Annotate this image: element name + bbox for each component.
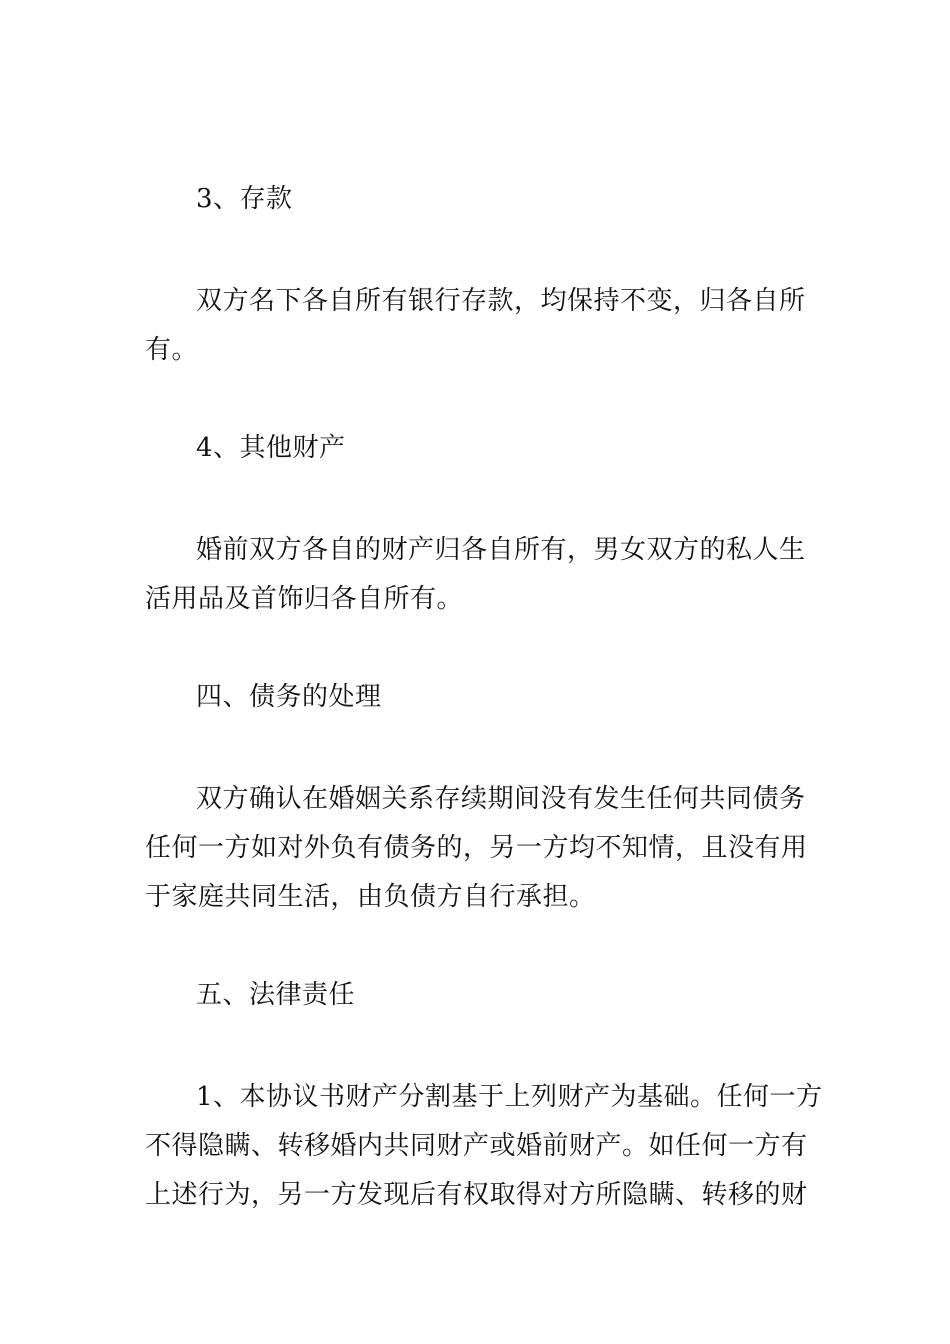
paragraph-line: 不得隐瞒、转移婚内共同财产或婚前财产。如任何一方有 bbox=[145, 1131, 808, 1161]
section-heading-liability: 五、法律责任 bbox=[196, 980, 356, 1010]
paragraph-line: 任何一方如对外负有债务的，另一方均不知情，且没有用 bbox=[145, 833, 808, 863]
paragraph-line: 于家庭共同生活，由负债方自行承担。 bbox=[145, 882, 596, 912]
paragraph-line: 双方名下各自所有银行存款，均保持不变，归各自所 bbox=[196, 286, 806, 316]
paragraph-line: 双方确认在婚姻关系存续期间没有发生任何共同债务 bbox=[196, 784, 806, 814]
section-heading-other-property: 4、其他财产 bbox=[196, 433, 346, 463]
paragraph-line: 1、本协议书财产分割基于上列财产为基础。任何一方 bbox=[196, 1082, 823, 1112]
paragraph-line: 上述行为，另一方发现后有权取得对方所隐瞒、转移的财 bbox=[145, 1180, 808, 1210]
section-heading-debts: 四、债务的处理 bbox=[196, 682, 382, 712]
section-heading-deposits: 3、存款 bbox=[196, 184, 293, 214]
paragraph-line: 活用品及首饰归各自所有。 bbox=[145, 584, 464, 614]
paragraph-line: 婚前双方各自的财产归各自所有，男女双方的私人生 bbox=[196, 535, 806, 565]
paragraph-line: 有。 bbox=[145, 335, 199, 365]
